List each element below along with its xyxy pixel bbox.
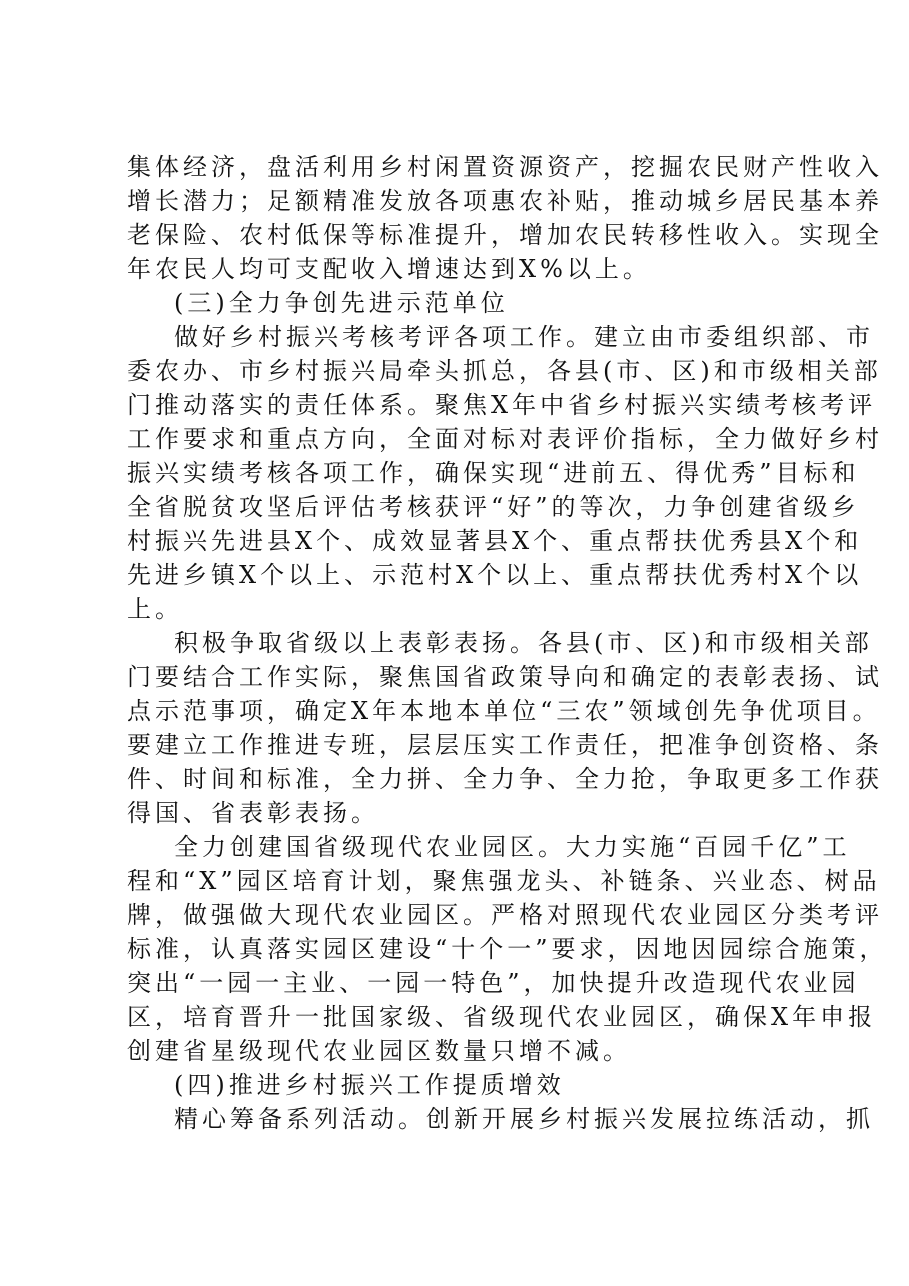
text-line: 标准，认真落实园区建设“十个一”要求，因地因园综合施策，: [127, 935, 888, 963]
text-line: 委农办、市乡村振兴局牵头抓总，各县(市、区)和市级相关部: [127, 357, 882, 385]
section-heading: (三)全力争创先进示范单位: [174, 289, 509, 317]
text-line: 点示范事项，确定X年本地本单位“三农”领域创先争优项目。: [127, 697, 881, 725]
text-line: 牌，做强做大现代农业园区。严格对照现代农业园区分类考评: [127, 901, 883, 929]
text-line: 门要结合工作实际，聚焦国省政策导向和确定的表彰表扬、试: [127, 663, 883, 691]
text-line: 要建立工作推进专班，层层压实工作责任，把准争创资格、条: [127, 731, 883, 759]
text-line: 先进乡镇X个以上、示范村X个以上、重点帮扶优秀村X个以: [127, 561, 863, 589]
text-line: 得国、省表彰表扬。: [127, 799, 379, 827]
section-heading: (四)推进乡村振兴工作提质增效: [174, 1071, 565, 1099]
text-line: 件、时间和标准，全力拼、全力争、全力抢，争取更多工作获: [127, 765, 883, 793]
text-line: 增长潜力；足额精准发放各项惠农补贴，推动城乡居民基本养: [127, 187, 883, 215]
text-line: 程和“X”园区培育计划，聚焦强龙头、补链条、兴业态、树品: [127, 867, 881, 895]
text-line: 振兴实绩考核各项工作，确保实现“进前五、得优秀”目标和: [127, 459, 860, 487]
text-line: 集体经济，盘活利用乡村闲置资源资产，挖掘农民财产性收入: [127, 153, 883, 181]
text-line: 创建省星级现代农业园区数量只增不减。: [127, 1037, 631, 1065]
text-line: 做好乡村振兴考核考评各项工作。建立由市委组织部、市: [174, 323, 874, 351]
text-line: 全力创建国省级现代农业园区。大力实施“百园千亿”工: [174, 833, 851, 861]
text-line: 村振兴先进县X个、成效显著县X个、重点帮扶优秀县X个和: [127, 527, 863, 555]
text-line: 年农民人均可支配收入增速达到X%以上。: [127, 255, 651, 283]
text-line: 全省脱贫攻坚后评估考核获评“好”的等次，力争创建省级乡: [127, 493, 860, 521]
text-line: 突出“一园一主业、一园一特色”，加快提升改造现代农业园: [127, 969, 860, 997]
text-line: 工作要求和重点方向，全面对标对表评价指标，全力做好乡村: [127, 425, 883, 453]
text-line: 老保险、农村低保等标准提升，增加农民转移性收入。实现全: [127, 221, 883, 249]
text-line: 区，培育晋升一批国家级、省级现代农业园区，确保X年申报: [127, 1003, 877, 1031]
text-line: 上。: [127, 595, 183, 623]
text-line: 门推动落实的责任体系。聚焦X年中省乡村振兴实绩考核考评: [127, 391, 877, 419]
text-line: 积极争取省级以上表彰表扬。各县(市、区)和市级相关部: [174, 629, 873, 657]
text-line: 精心筹备系列活动。创新开展乡村振兴发展拉练活动，抓: [174, 1105, 874, 1133]
